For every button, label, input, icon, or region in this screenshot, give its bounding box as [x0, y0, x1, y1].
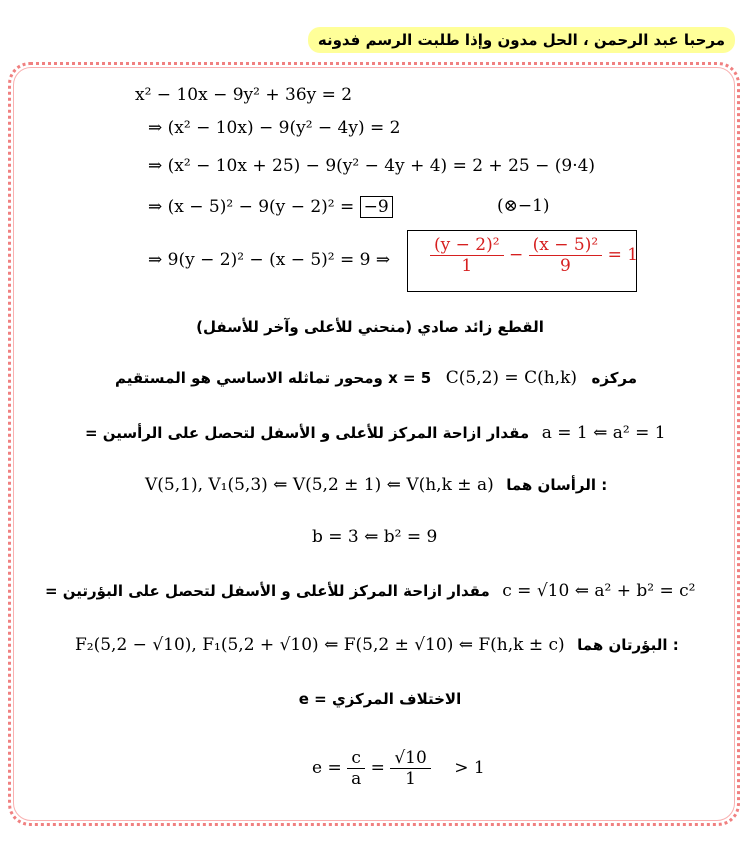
- foci-line: [75, 634, 679, 655]
- equation-step-0: x² − 10x − 9y² + 36y = 2: [135, 85, 353, 105]
- fraction-x-num: (x − 5)²: [529, 235, 603, 256]
- standard-form: [430, 235, 638, 276]
- fraction-x-den: 9: [559, 256, 571, 276]
- eccentricity-label: الاختلاف المركزي = e: [298, 690, 462, 708]
- fraction-x-term: [529, 235, 603, 276]
- equation-step-3-left: ⇒ (x − 5)² − 9(y − 2)² =: [148, 197, 355, 217]
- boxed-value: −9: [360, 196, 393, 218]
- equation-step-2: ⇒ (x² − 10x + 25) − 9(y² − 4y + 4) = 2 + 25 − (9·4): [148, 156, 596, 176]
- center-line: [115, 367, 637, 388]
- hyperbola-type: القطع زائد صادي (منحني للأعلى وآخر للأسفل): [196, 318, 544, 336]
- vertices-label: الرأسان هما :: [506, 476, 608, 494]
- c-explanation: = مقدار ازاحة المركز للأعلى و الأسفل لتحصل على البؤرتين: [45, 582, 490, 600]
- fraction-y-term: [430, 235, 504, 276]
- c-math: c = √10 ⇐ a² + b² = c²: [502, 581, 696, 601]
- equals-one: = 1: [607, 245, 639, 265]
- foci-label: البؤرتان هما :: [577, 636, 679, 654]
- greeting-banner: [308, 27, 735, 53]
- a-explanation: = مقدار ازاحة المركز للأعلى و الأسفل لتحصل على الرأسين: [85, 424, 530, 442]
- fraction-c-over-a: [347, 748, 365, 789]
- vertices-line: [145, 474, 607, 495]
- equation-step-1: ⇒ (x² − 10x) − 9(y² − 4y) = 2: [148, 118, 401, 138]
- equation-step-4: ⇒ 9(y − 2)² − (x − 5)² = 9 ⇒: [148, 250, 391, 270]
- a-math: a = 1 ⇐ a² = 1: [541, 423, 666, 443]
- ecc-lhs: e =: [312, 758, 342, 778]
- b-math: b = 3 ⇐ b² = 9: [312, 527, 438, 547]
- foci-math: F₂(5,2 − √10), F₁(5,2 + √10) ⇐ F(5,2 ± √10) ⇐ F(h,k ± c): [75, 635, 565, 655]
- eccentricity-formula: [312, 748, 485, 789]
- ecc-result: > 1: [454, 758, 485, 778]
- fraction-sqrt10: √10: [390, 748, 430, 769]
- center-math: C(5,2) = C(h,k): [445, 368, 578, 388]
- fraction-y-num: (y − 2)²: [430, 235, 504, 256]
- fraction-c: c: [347, 748, 365, 769]
- multiply-note: (⊗−1): [497, 196, 550, 216]
- equation-step-3: [148, 196, 393, 218]
- center-axis-text: ومحور تماثله الاساسي هو المستقيم x = 5: [115, 369, 432, 387]
- minus-sign: −: [508, 245, 524, 265]
- fraction-sqrt10-over-1: [390, 748, 430, 789]
- center-label: مركزه: [591, 369, 638, 387]
- fraction-one: 1: [405, 769, 416, 789]
- vertices-math: V(5,1), V₁(5,3) ⇐ V(5,2 ± 1) ⇐ V(h,k ± a): [145, 475, 494, 495]
- fraction-y-den: 1: [461, 256, 473, 276]
- fraction-a: a: [351, 769, 362, 789]
- greeting-text: مرحبا عبد الرحمن ، الحل مدون وإذا طلبت الرسم فدونه: [317, 31, 725, 49]
- ecc-equals: =: [370, 758, 385, 778]
- a-line: [85, 422, 666, 443]
- c-line: [45, 580, 695, 601]
